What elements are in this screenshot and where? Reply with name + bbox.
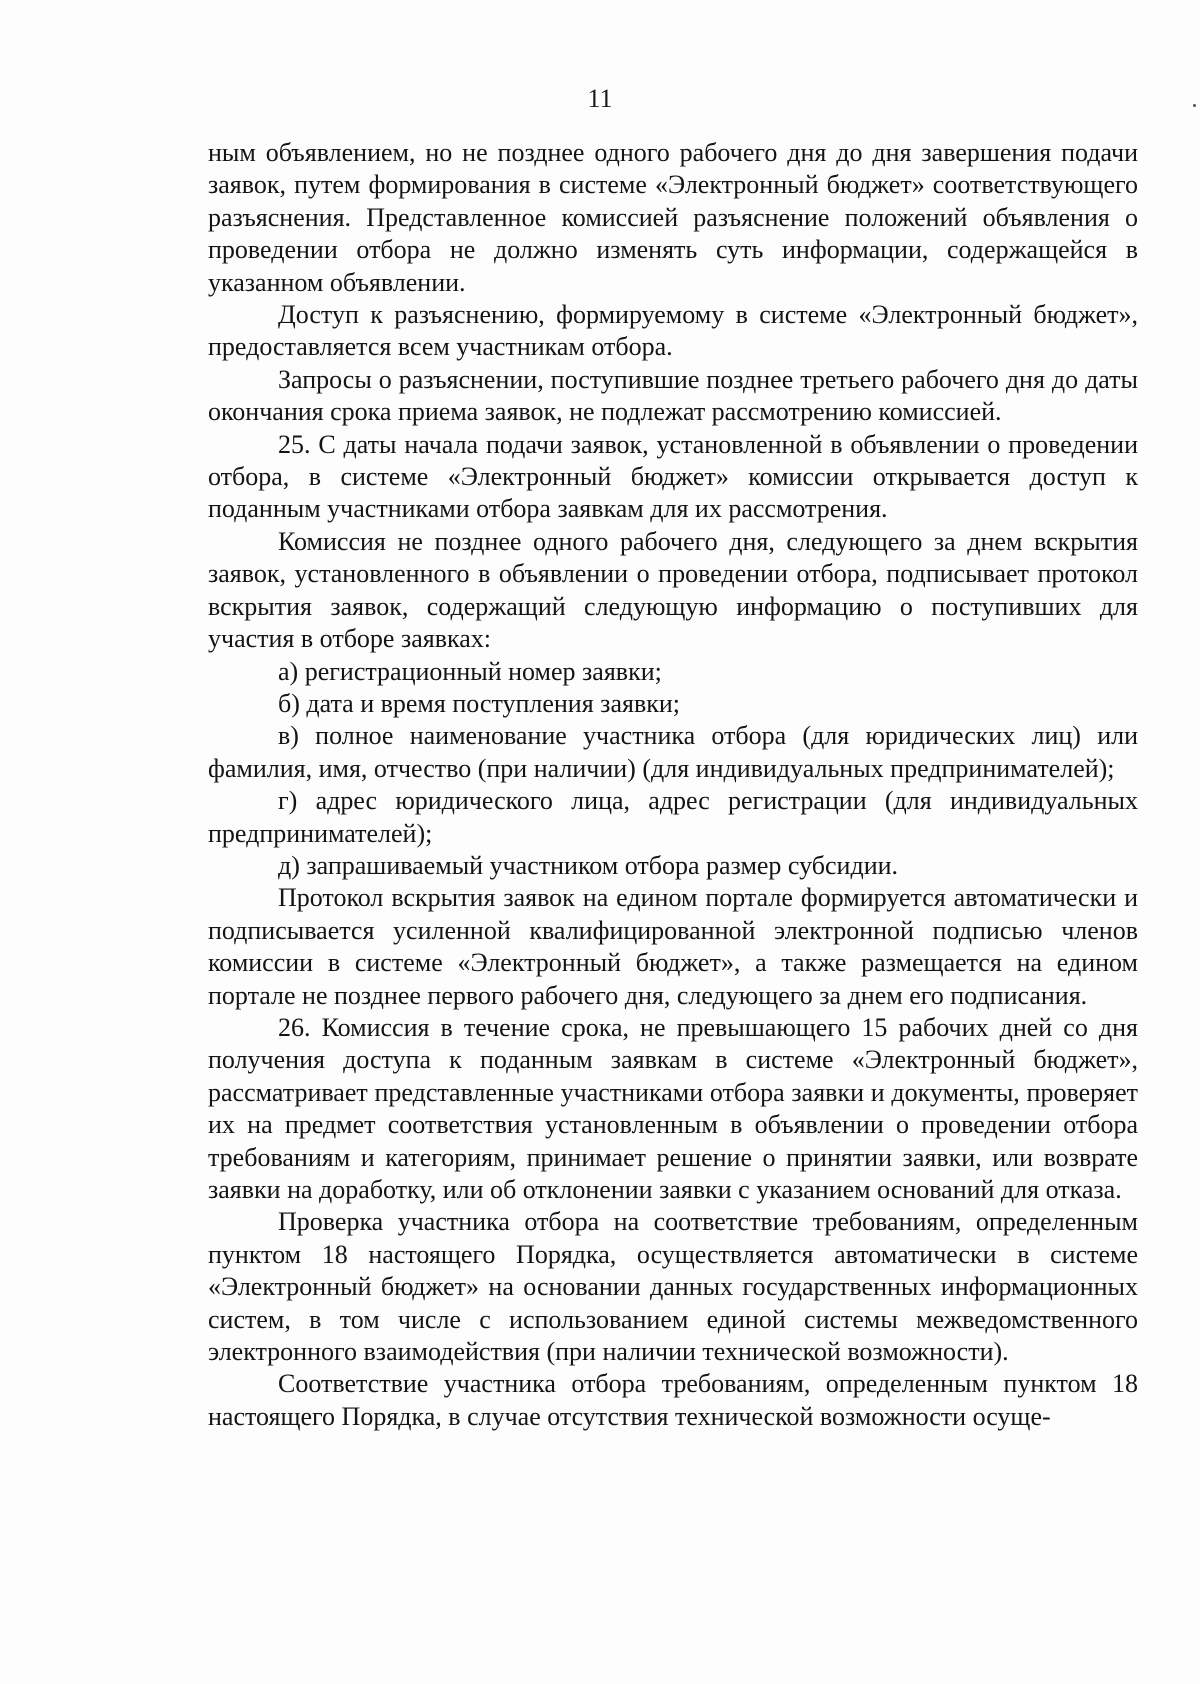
paragraph-compliance: Соответствие участника отбора требованиям, определенным пунктом 18 настоящего Порядка, в случае отсутствия технической возможности осуще- bbox=[208, 1369, 1138, 1431]
list-item-a: а) регистрационный номер заявки; bbox=[278, 656, 662, 686]
list-item-b: б) дата и время поступления заявки; bbox=[278, 688, 680, 718]
paragraph-protocol-signing: Протокол вскрытия заявок на едином портале формируется автоматически и подписывается усиленной квалифицированной электронной подписью членов комиссии в системе «Электронный бюджет», а также размещается на едином портале не позднее первого рабочего дня, следующего за днем его подписания. bbox=[208, 883, 1138, 1010]
page-number: 11 bbox=[587, 84, 613, 113]
list-item-d: д) запрашиваемый участником отбора размер субсидии. bbox=[278, 850, 899, 880]
paragraph-late-requests: Запросы о разъяснении, поступившие позднее третьего рабочего дня до даты окончания срока приема заявок, не подлежат рассмотрению комиссией. bbox=[208, 364, 1138, 427]
paragraph-opening-protocol: Комиссия не позднее одного рабочего дня, следующего за днем вскрытия заявок, установленного в объявлении о проведении отбора, подписывает протокол вскрытия заявок, содержащий следующую информацию о поступивших для участия в отборе заявках: bbox=[208, 526, 1138, 654]
paragraph-continuation: ным объявлением, но не позднее одного рабочего дня до дня завершения подачи заявок, путем формирования в системе «Электронный бюджет» соответствующего разъяснения. Представленное комиссией разъяснение положений объявления о проведении отбора не должно изменять суть информации, содержащейся в указанном объявлении. bbox=[208, 138, 1138, 297]
document-body bbox=[208, 137, 1138, 1433]
paragraph-item-25: 25. С даты начала подачи заявок, установленной в объявлении о проведении отбора, в системе «Электронный бюджет» комиссии открывается доступ к поданным участниками отбора заявкам для их рассмотрения. bbox=[208, 429, 1138, 524]
list-item-g: г) адрес юридического лица, адрес регистрации (для индивидуальных предпринимателей); bbox=[208, 786, 1138, 848]
paragraph-automatic-check: Проверка участника отбора на соответствие требованиям, определенным пунктом 18 настоящего Порядка, осуществляется автоматически в системе «Электронный бюджет» на основании данных государственных информационных систем, в том числе с использованием единой системы межведомственного электронного взаимодействия (при наличии технической возможности). bbox=[208, 1207, 1138, 1367]
paragraph-access-clarification: Доступ к разъяснению, формируемому в системе «Электронный бюджет», предоставляется всем участникам отбора. bbox=[208, 300, 1138, 362]
paragraph-item-26: 26. Комиссия в течение срока, не превышающего 15 рабочих дней со дня получения доступа к поданным заявкам в системе «Электронный бюджет», рассматривает представленные участниками отбора заявки и документы, проверяет их на предмет соответствия установленным в объявлении о проведении отбора требованиям и категориям, принимает решение о принятии заявки, или возврате заявки на доработку, или об отклонении заявки с указанием оснований для отказа. bbox=[208, 1012, 1138, 1204]
list-item-v: в) полное наименование участника отбора (для юридических лиц) или фамилия, имя, отчество (при наличии) (для индивидуальных предпринимателей); bbox=[208, 721, 1138, 783]
scan-mark bbox=[1193, 104, 1196, 107]
